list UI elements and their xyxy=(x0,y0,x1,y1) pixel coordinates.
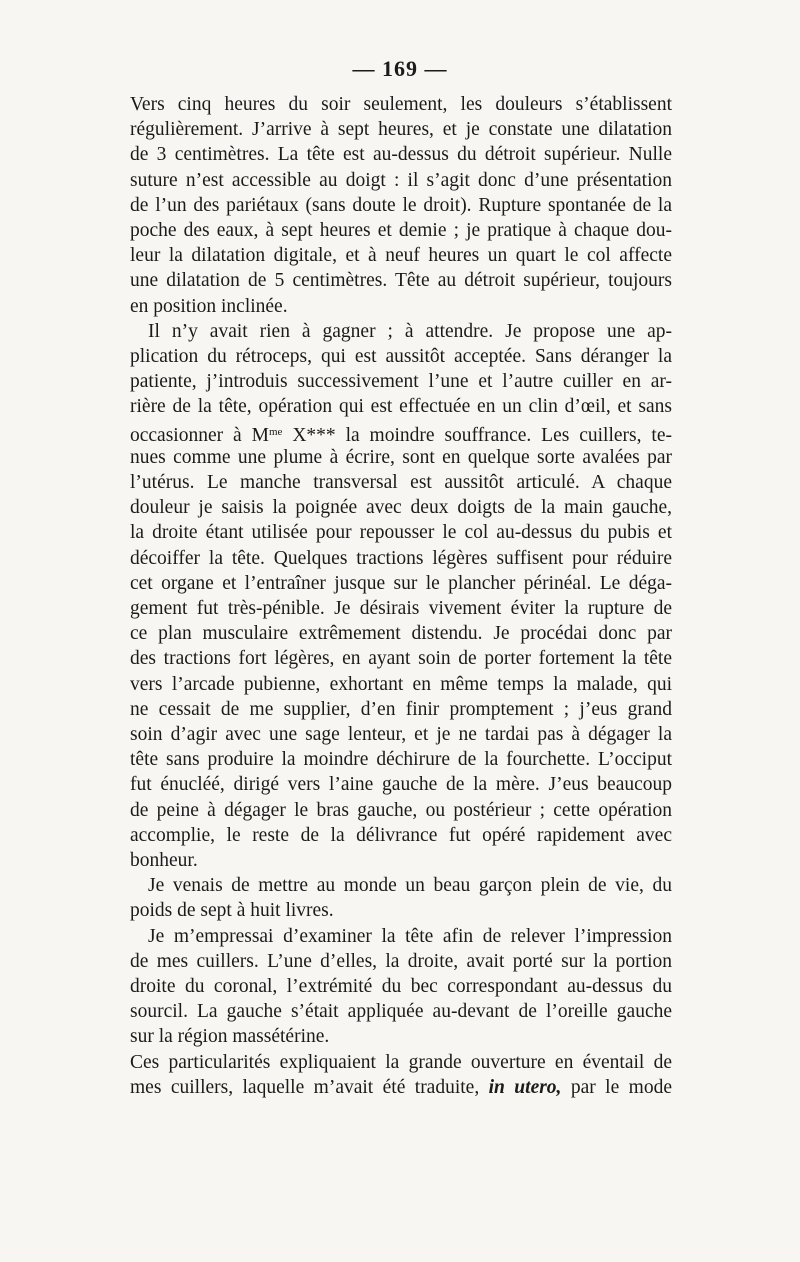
text-line: ne cessait de me supplier, d’en finir promptement ; j’eus grand xyxy=(130,698,672,720)
text-line: Ces particularités expliquaient la grande ouverture en éventail de xyxy=(130,1051,672,1073)
text-line: Il n’y avait rien à gagner ; à attendre. Je propose une ap- xyxy=(148,320,672,342)
text-line: Vers cinq heures du soir seulement, les douleurs s’établissent xyxy=(130,94,672,115)
text-line: bonheur. xyxy=(130,850,198,871)
text-line: suture n’est accessible au doigt : il s’agit donc d’une présentation xyxy=(130,169,672,191)
text-line: des tractions fort légères, en ayant soin de porter fortement la tête xyxy=(130,648,672,670)
text-line: fut énucléé, dirigé vers l’aine gauche de la mère. J’eus beaucoup xyxy=(130,774,672,796)
text-line: décoiffer la tête. Quelques tractions légères suffisent pour réduire xyxy=(130,547,672,569)
text-line-mme xyxy=(130,420,672,445)
text-line: l’utérus. Le manche transversal est aussitôt articulé. A chaque xyxy=(130,472,672,493)
text-line: gement fut très-pénible. Je désirais vivement éviter la rupture de xyxy=(130,598,672,619)
text-line: sur la région massétérine. xyxy=(130,1026,330,1048)
text-line: soin d’agir avec une sage lenteur, et je ne tardai pas à dégager la xyxy=(130,724,672,745)
text-line: régulièrement. J’arrive à sept heures, et je constate une dilatation xyxy=(130,119,672,141)
text-line: vers l’arcade pubienne, exhortant en même temps la malade, qui xyxy=(130,673,672,695)
text-segment: mes cuillers, laquelle m’avait été traduite, xyxy=(130,1076,489,1098)
text-line: une dilatation de 5 centimètres. Tête au détroit supérieur, toujours xyxy=(130,270,672,292)
text-line: Je m’empressai d’examiner la tête afin de relever l’impression xyxy=(148,925,672,947)
text-segment: X*** la moindre souffrance. Les cuillers, te- xyxy=(282,424,672,446)
text-line-last xyxy=(130,1075,672,1100)
text-line: de mes cuillers. L’une d’elles, la droite, avait porté sur la portion xyxy=(130,950,672,972)
page-number: — 169 — xyxy=(352,56,448,81)
text-line: accomplie, le reste de la délivrance fut opéré rapidement avec xyxy=(130,824,672,846)
superscript: me xyxy=(268,425,283,438)
text-line: rière de la tête, opération qui est effectuée en un clin d’œil, et sans xyxy=(130,396,672,418)
text-line: sourcil. La gauche s’était appliquée au-devant de l’oreille gauche xyxy=(130,1001,672,1023)
text-segment: par le mode xyxy=(561,1076,672,1098)
text-line: patiente, j’introduis successivement l’une et l’autre cuiller en ar- xyxy=(130,371,672,393)
text-segment: occasionner à M xyxy=(130,424,269,446)
italic-phrase: in utero, xyxy=(488,1076,562,1098)
text-line: poids de sept à huit livres. xyxy=(130,900,334,922)
text-line: la droite étant utilisée pour repousser le col au-dessus du pubis et xyxy=(130,522,672,544)
text-line: de peine à dégager le bras gauche, ou postérieur ; cette opération xyxy=(130,799,672,821)
text-line: en position inclinée. xyxy=(130,295,288,317)
text-line: Je venais de mettre au monde un beau garçon plein de vie, du xyxy=(148,875,672,897)
text-line: de l’un des pariétaux (sans doute le droit). Rupture spontanée de la xyxy=(130,194,672,216)
text-line: ce plan musculaire extrêmement distendu. Je procédai donc par xyxy=(130,623,672,645)
text-line: tête sans produire la moindre déchirure de la fourchette. L’occiput xyxy=(130,749,672,771)
text-line: poche des eaux, à sept heures et demie ; je pratique à chaque dou- xyxy=(130,220,672,241)
text-line: de 3 centimètres. La tête est au-dessus du détroit supérieur. Nulle xyxy=(130,144,672,166)
text-line: droite du coronal, l’extrémité du bec correspondant au-dessus du xyxy=(130,976,672,997)
text-line: leur la dilatation digitale, et à neuf heures un quart le col affecte xyxy=(130,245,672,267)
text-line: cet organe et l’entraîner jusque sur le plancher périnéal. Le déga- xyxy=(130,572,672,594)
text-line: douleur je saisis la poignée avec deux doigts de la main gauche, xyxy=(130,497,672,519)
text-line: nues comme une plume à écrire, sont en quelque sorte avalées par xyxy=(130,446,672,468)
text-line: plication du rétroceps, qui est aussitôt acceptée. Sans déranger la xyxy=(130,346,672,367)
